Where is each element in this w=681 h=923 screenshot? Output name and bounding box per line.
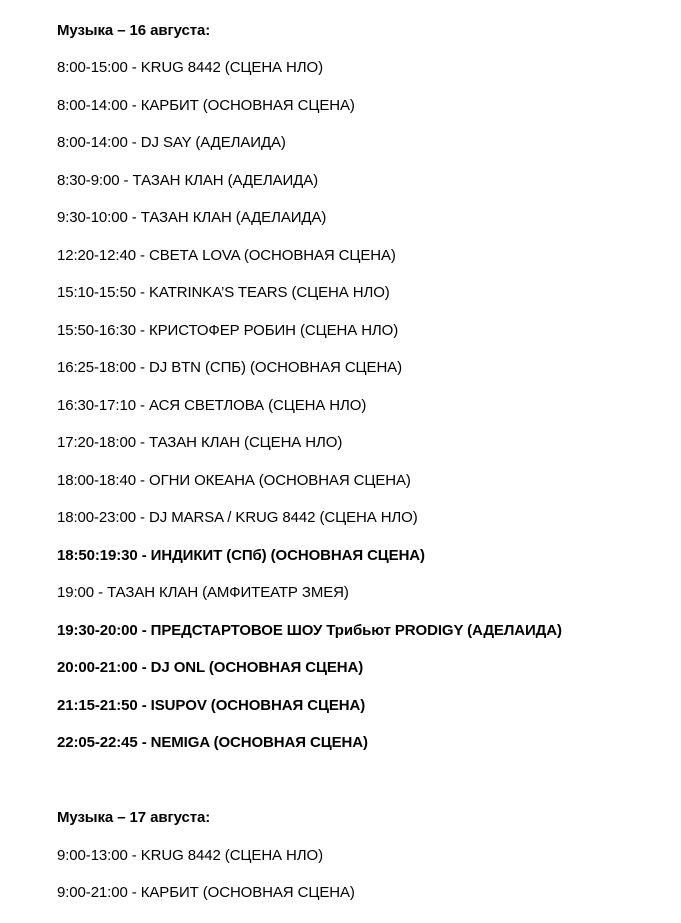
schedule-entry: 19:00 - ТАЗАН КЛАН (АМФИТЕАТР ЗМЕЯ) xyxy=(57,584,349,601)
schedule-entry: 8:30-9:00 - ТАЗАН КЛАН (АДЕЛАИДА) xyxy=(57,172,319,189)
schedule-entry: 22:05-22:45 - NEMIGA (ОСНОВНАЯ СЦЕНА) xyxy=(57,734,368,751)
schedule-entry: 12:20-12:40 - СВЕТА LOVA (ОСНОВНАЯ СЦЕНА) xyxy=(57,247,396,264)
schedule-entry: 9:00-21:00 - КАРБИТ (ОСНОВНАЯ СЦЕНА) xyxy=(57,884,355,901)
schedule-entry: 18:50:19:30 - ИНДИКИТ (СПб) (ОСНОВНАЯ СЦЕНА) xyxy=(57,547,425,564)
schedule-entry: 16:30-17:10 - АСЯ СВЕТЛОВА (СЦЕНА НЛО) xyxy=(57,397,367,414)
schedule-entry: 16:25-18:00 - DJ BTN (СПБ) (ОСНОВНАЯ СЦЕНА) xyxy=(57,359,402,376)
schedule-entry: 15:10-15:50 - KATRINKA’S TEARS (СЦЕНА НЛО) xyxy=(57,284,390,301)
schedule-entry: 8:00-14:00 - DJ SAY (АДЕЛАИДА) xyxy=(57,134,286,151)
schedule-entry: 9:00-13:00 - KRUG 8442 (СЦЕНА НЛО) xyxy=(57,847,323,864)
day1-heading: Музыка – 16 августа: xyxy=(57,22,211,39)
schedule-entry: 19:30-20:00 - ПРЕДСТАРТОВОЕ ШОУ Трибьют PRODIGY (АДЕЛАИДА) xyxy=(57,622,562,639)
schedule-entry: 8:00-14:00 - КАРБИТ (ОСНОВНАЯ СЦЕНА) xyxy=(57,97,355,114)
schedule-entry: 15:50-16:30 - КРИСТОФЕР РОБИН (СЦЕНА НЛО) xyxy=(57,322,399,339)
schedule-entry: 18:00-23:00 - DJ MARSA / KRUG 8442 (СЦЕНА НЛО) xyxy=(57,509,418,526)
schedule-entry: 18:00-18:40 - ОГНИ ОКЕАНА (ОСНОВНАЯ СЦЕНА) xyxy=(57,472,411,489)
day2-heading: Музыка – 17 августа: xyxy=(57,809,211,826)
schedule-entry: 21:15-21:50 - ISUPOV (ОСНОВНАЯ СЦЕНА) xyxy=(57,697,366,714)
schedule-entry: 20:00-21:00 - DJ ONL (ОСНОВНАЯ СЦЕНА) xyxy=(57,659,364,676)
schedule-entry: 8:00-15:00 - KRUG 8442 (СЦЕНА НЛО) xyxy=(57,59,323,76)
schedule-entry: 9:30-10:00 - ТАЗАН КЛАН (АДЕЛАИДА) xyxy=(57,209,327,226)
schedule-entry: 17:20-18:00 - ТАЗАН КЛАН (СЦЕНА НЛО) xyxy=(57,434,343,451)
